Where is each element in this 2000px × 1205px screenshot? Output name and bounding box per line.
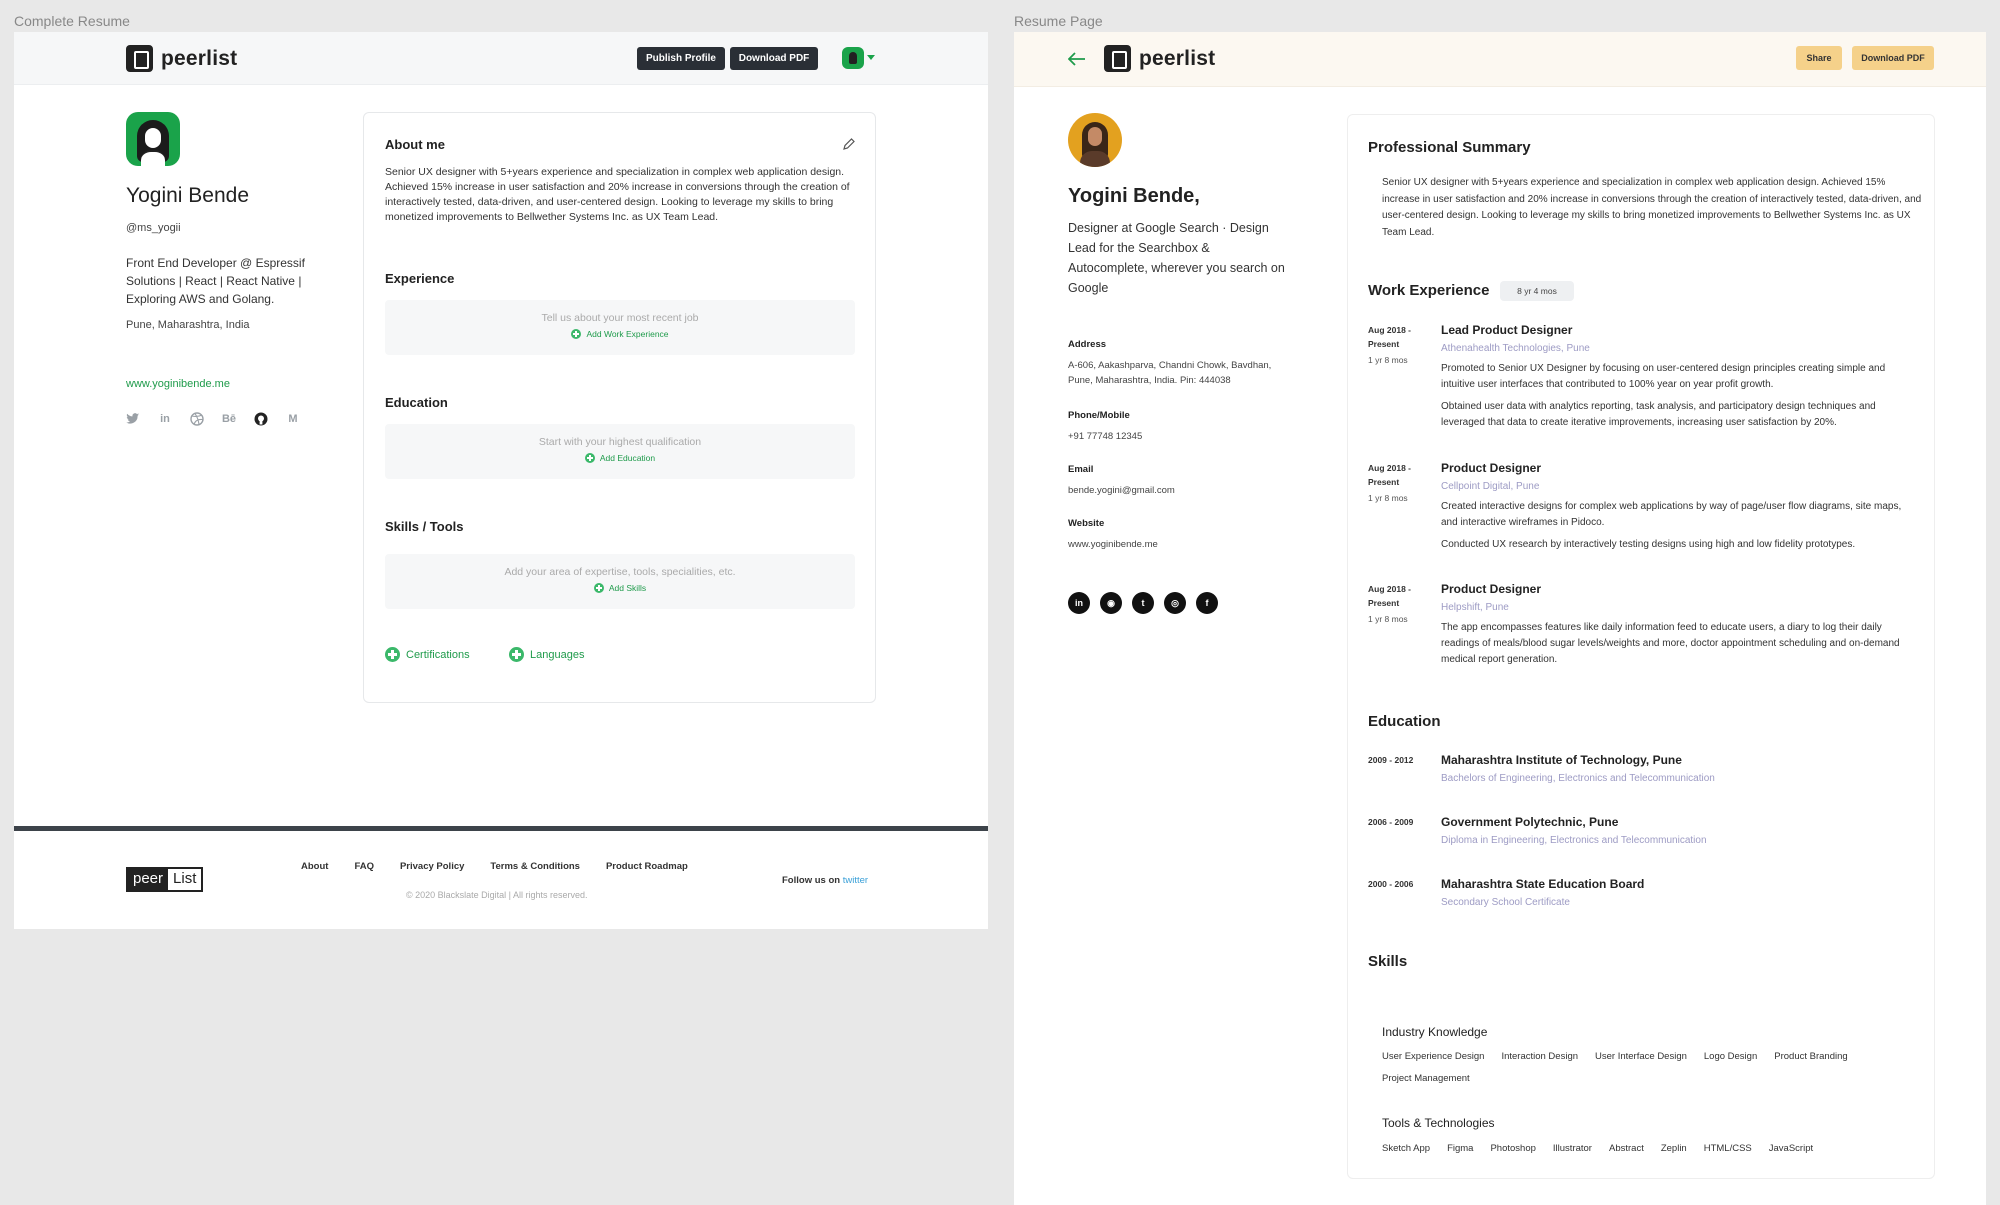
peerlist-logo-text: peerlist — [161, 46, 238, 70]
twitter-icon[interactable]: t — [1132, 592, 1154, 614]
footer-logo-list: List — [173, 870, 197, 887]
email-label: Email — [1068, 464, 1094, 475]
follow-us — [782, 875, 868, 886]
skill-tag: Product Branding — [1774, 1051, 1848, 1062]
copyright-text: © 2020 Blackslate Digital | All rights reserved. — [406, 890, 588, 900]
behance-icon[interactable]: Bē — [221, 413, 237, 425]
education-school: Maharashtra Institute of Technology, Pune — [1441, 753, 1682, 767]
plus-icon — [509, 647, 524, 662]
education-empty-state[interactable] — [385, 424, 855, 479]
footer-logo-peer: peer — [128, 869, 168, 890]
peerlist-logo-icon — [126, 45, 153, 72]
job-company[interactable]: Cellpoint Digital, Pune — [1441, 481, 1540, 492]
add-work-experience-button[interactable]: Add Work Experience — [571, 329, 668, 339]
tool-tag: Sketch App — [1382, 1143, 1431, 1154]
footer-link-roadmap[interactable]: Product Roadmap — [605, 861, 688, 872]
frame-label-editor: Complete Resume — [14, 13, 130, 29]
tools-heading: Tools & Technologies — [1382, 1116, 1495, 1130]
job-description: Promoted to Senior UX Designer by focusing on user-centered design principles creating simple and intuitive user interfaces that contributed to 100% year on year profit growth. — [1441, 363, 1886, 390]
email-value[interactable]: bende.yogini@gmail.com — [1068, 485, 1175, 496]
job-description: The app encompasses features like daily information feed to educate users, a diary to log their daily readings of meals/blood sugar levels/weights and more, doctor appointment scheduling and on-demand medical report generation. — [1441, 622, 1900, 665]
peerlist-logo-text: peerlist — [1139, 46, 1216, 70]
resume-title: Designer at Google Search · Design Lead for the Searchbox & Autocomplete, wherever you search on Google — [1068, 221, 1285, 295]
tool-tag: HTML/CSS — [1703, 1143, 1752, 1154]
footer-link-faq[interactable]: FAQ — [354, 861, 374, 872]
tool-tag: Illustrator — [1552, 1143, 1592, 1154]
work-duration-badge: 8 yr 4 mos — [1500, 281, 1574, 301]
linkedin-icon[interactable]: in — [1068, 592, 1090, 614]
skill-tag: Interaction Design — [1501, 1051, 1579, 1062]
footer-link-terms[interactable]: Terms & Conditions — [490, 861, 580, 872]
tools-skill-list — [1382, 1141, 1922, 1157]
summary-text: Senior UX designer with 5+years experience and specialization in complex web application design. Achieved 15% increase in user satisfaction and 20% increase in conversions through the creation of interactively tested, data-driven, and user-centered design. Looking to leverage my skills to bring monetized improvements to Bellwether Systems Inc. as UX Team Lead. — [1382, 177, 1922, 238]
summary-heading: Professional Summary — [1368, 139, 1531, 156]
resume-frame — [1014, 32, 1986, 1205]
dribbble-icon[interactable] — [190, 412, 204, 426]
plus-icon — [385, 647, 400, 662]
job-date: Aug 2018 - Present — [1368, 584, 1411, 608]
profile-handle: @ms_yogii — [126, 222, 181, 234]
medium-icon[interactable]: M — [288, 413, 298, 425]
profile-photo — [1068, 113, 1122, 167]
profile-location: Pune, Maharashtra, India — [126, 319, 250, 331]
job-description: Created interactive designs for complex web applications by way of page/user flow diagrams, site maps, and interactive wireframes in Pidoco. — [1441, 501, 1902, 528]
skill-tag: Project Management — [1382, 1073, 1470, 1084]
add-skills-button[interactable]: Add Skills — [594, 583, 646, 593]
job-company[interactable]: Athenahealth Technologies, Pune — [1441, 343, 1590, 354]
add-education-button[interactable]: Add Education — [585, 453, 655, 463]
website-label: Website — [1068, 518, 1105, 529]
skills-heading: Skills — [1368, 953, 1408, 970]
chevron-down-icon[interactable] — [867, 55, 875, 60]
job-length: 1 yr 8 mos — [1368, 614, 1408, 624]
share-button[interactable]: Share — [1796, 46, 1842, 70]
job-date: Aug 2018 - Present — [1368, 463, 1411, 487]
follow-us-label: Follow us on — [782, 875, 843, 886]
user-avatar-menu[interactable] — [842, 47, 864, 69]
experience-heading: Experience — [385, 271, 455, 286]
resume-topbar — [1014, 32, 1986, 87]
editor-topbar — [14, 32, 988, 85]
education-years: 2006 - 2009 — [1368, 817, 1414, 827]
job-description: Obtained user data with analytics reporting, task analysis, and participatory design techniques and leveraged that data to create iterative improvements, increasing user satisfaction by 20%. — [1441, 401, 1876, 428]
footer-logo[interactable] — [126, 867, 203, 892]
education-degree: Secondary School Certificate — [1441, 897, 1570, 908]
address-value: A-606, Aakashparva, Chandni Chowk, Bavdhan, Pune, Maharashtra, India. Pin: 444038 — [1068, 360, 1272, 386]
website-value[interactable]: www.yoginibende.me — [1068, 539, 1158, 550]
profile-editor-card — [363, 112, 876, 703]
education-degree: Bachelors of Engineering, Electronics and Telecommunication — [1441, 773, 1715, 784]
linkedin-icon[interactable]: in — [160, 413, 170, 425]
tool-tag: JavaScript — [1768, 1143, 1814, 1154]
education-degree: Diploma in Engineering, Electronics and Telecommunication — [1441, 835, 1707, 846]
github-icon[interactable] — [254, 412, 268, 426]
resume-card — [1347, 114, 1935, 1179]
footer-link-privacy[interactable]: Privacy Policy — [399, 861, 465, 872]
experience-hint: Tell us about your most recent job — [541, 312, 699, 324]
twitter-link[interactable]: twitter — [842, 875, 869, 886]
plus-icon — [585, 453, 595, 463]
education-heading: Education — [1368, 713, 1441, 730]
download-pdf-button[interactable]: Download PDF — [1852, 46, 1934, 70]
address-label: Address — [1068, 339, 1107, 350]
industry-heading: Industry Knowledge — [1382, 1025, 1488, 1039]
skill-tag: User Interface Design — [1595, 1051, 1687, 1062]
instagram-icon[interactable]: ◎ — [1164, 592, 1186, 614]
education-years: 2000 - 2006 — [1368, 879, 1414, 889]
skills-heading: Skills / Tools — [385, 519, 464, 534]
footer-links — [301, 861, 688, 872]
profile-name: Yogini Bende — [126, 184, 250, 207]
peerlist-logo-icon — [1104, 45, 1131, 72]
tool-tag: Zeplin — [1660, 1143, 1687, 1154]
tool-tag: Photoshop — [1490, 1143, 1536, 1154]
education-hint: Start with your highest qualification — [538, 436, 702, 448]
education-school: Government Polytechnic, Pune — [1441, 815, 1619, 829]
education-years: 2009 - 2012 — [1368, 755, 1414, 765]
plus-icon — [594, 583, 604, 593]
facebook-icon[interactable]: f — [1196, 592, 1218, 614]
plus-icon — [571, 329, 581, 339]
tool-tag: Figma — [1447, 1143, 1474, 1154]
phone-value: +91 77748 12345 — [1068, 431, 1143, 442]
add-languages-button[interactable]: Languages — [509, 647, 584, 662]
profile-bio: Front End Developer @ Espressif Solutions | React | React Native | Exploring AWS and Golang. — [126, 256, 305, 306]
peerlist-logo[interactable] — [126, 45, 237, 72]
job-role: Product Designer — [1441, 582, 1542, 596]
profile-website-link[interactable]: www.yoginibende.me — [126, 378, 230, 390]
skill-tag: User Experience Design — [1382, 1051, 1485, 1062]
job-length: 1 yr 8 mos — [1368, 493, 1408, 503]
experience-empty-state[interactable] — [385, 300, 855, 355]
add-certifications-button[interactable]: Certifications — [385, 647, 470, 662]
download-pdf-button[interactable]: Download PDF — [730, 47, 818, 70]
industry-skill-list — [1382, 1049, 1922, 1087]
footer-divider — [14, 826, 988, 831]
phone-label: Phone/Mobile — [1068, 410, 1130, 421]
job-company[interactable]: Helpshift, Pune — [1441, 602, 1509, 613]
publish-profile-button[interactable]: Publish Profile — [637, 47, 725, 70]
editor-frame — [14, 32, 988, 929]
footer-link-about[interactable]: About — [301, 861, 329, 872]
skill-tag: Logo Design — [1703, 1051, 1758, 1062]
job-role: Product Designer — [1441, 461, 1542, 475]
about-heading: About me — [385, 137, 445, 152]
profile-avatar — [126, 112, 180, 166]
twitter-icon[interactable] — [126, 412, 140, 426]
github-icon[interactable]: ◉ — [1100, 592, 1122, 614]
work-heading: Work Experience — [1368, 282, 1490, 299]
skills-hint: Add your area of expertise, tools, specialities, etc. — [504, 566, 736, 578]
job-date: Aug 2018 - Present — [1368, 325, 1411, 349]
resume-name: Yogini Bende, — [1068, 185, 1200, 207]
job-description: Conducted UX research by interactively testing designs using high and low fidelity prototypes. — [1441, 539, 1856, 550]
edit-pencil-icon[interactable] — [842, 137, 856, 151]
peerlist-logo[interactable] — [1104, 45, 1215, 72]
back-arrow-icon[interactable] — [1068, 52, 1086, 66]
skills-empty-state[interactable] — [385, 554, 855, 609]
job-role: Lead Product Designer — [1441, 323, 1573, 337]
education-school: Maharashtra State Education Board — [1441, 877, 1645, 891]
profile-social-links — [126, 412, 300, 426]
about-text: Senior UX designer with 5+years experience and specialization in complex web application design. Achieved 15% increase in user satisfaction and 20% increase in conversions through the creation of interactively tested, data-driven, and user-centered design. Looking to leverage my skills to bring monetized improvements to Bellwether Systems Inc. as UX Team Lead. — [385, 166, 850, 223]
resume-social-links — [1068, 592, 1218, 614]
tool-tag: Abstract — [1608, 1143, 1644, 1154]
frame-label-resume: Resume Page — [1014, 13, 1103, 29]
job-length: 1 yr 8 mos — [1368, 355, 1408, 365]
education-heading: Education — [385, 395, 448, 410]
